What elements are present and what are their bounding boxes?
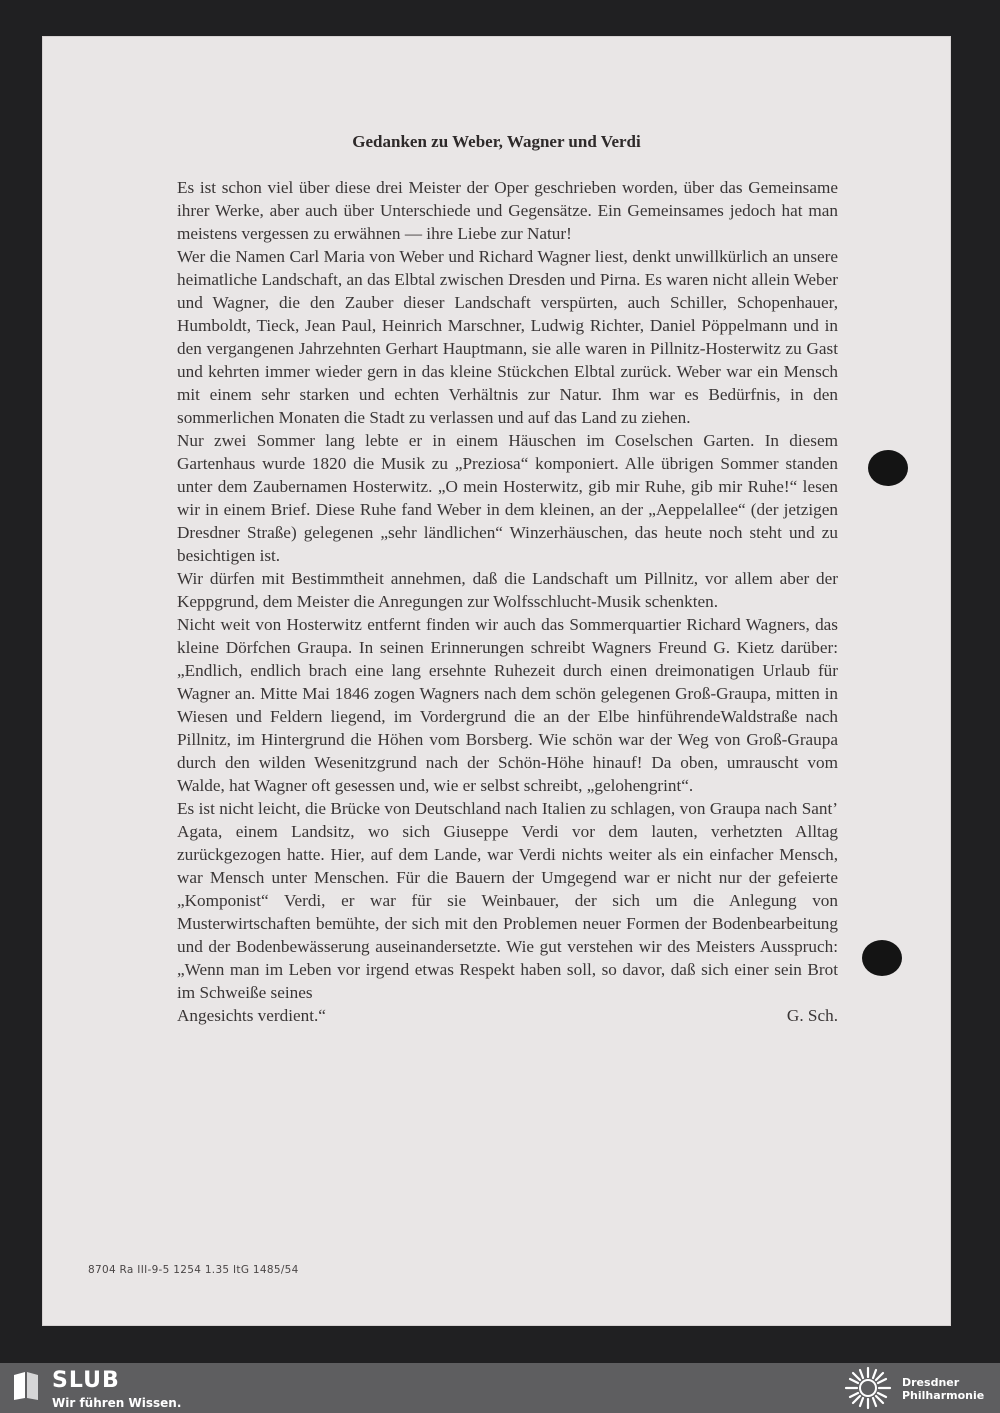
paragraph: Wer die Namen Carl Maria von Weber und Richard Wagner liest, denkt unwillkürlich an unsere heimatliche Landschaft, an das Elbtal zwischen Dresden und Pirna. Es waren nicht allein Weber und Wagner, die den Zauber dieser Landschaft verspürten, auch Schiller, Schopenhauer, Humboldt, Tieck, Jean Paul, Heinrich Marschner, Ludwig Richter, Daniel Pöppelmann und in den vergangenen Jahrzehnten Gerhart Hauptmann, sie alle waren in Pillnitz-Hosterwitz zu Gast und kehrten immer wieder gern in das kleine Stückchen Elbtal zurück. Weber war ein Mensch mit einem sehr starken und echten Verhältnis zur Natur. Ihm war es Bedürfnis, in den sommerlichen Monaten die Stadt zu verlassen und auf das Land zu ziehen. (177, 247, 838, 427)
slub-name[interactable]: SLUB (52, 1368, 120, 1393)
document-page (42, 36, 951, 1326)
footer-bar (0, 1363, 1000, 1413)
signature: G. Sch. (786, 1006, 838, 1025)
page-title: Gedanken zu Weber, Wagner und Verdi (352, 132, 641, 151)
paragraph: Wir dürfen mit Bestimmtheit annehmen, daß die Landschaft um Pillnitz, vor allem aber der Keppgrund, dem Meister die Anregungen zur Wolfsschlucht-Musik schenkten. (177, 569, 838, 611)
slub-tagline: Wir führen Wissen. (52, 1396, 182, 1410)
philharmonie-name[interactable] (902, 1376, 984, 1402)
paragraph: Es ist schon viel über diese drei Meister der Oper geschrieben worden, über das Gemeinsame ihrer Werke, aber auch über Unterschiede und Gegensätze. Ein Gemeinsames jedoch hat man meistens vergessen zu erwähnen — ihre Liebe zur Natur! (177, 178, 838, 243)
printer-imprint: 8704 Ra III-9-5 1254 1.35 ItG 1485/54 (88, 1264, 299, 1276)
closing-text: Angesichts verdient.“ (177, 1006, 326, 1025)
article-body (177, 176, 838, 1027)
punch-hole-icon (862, 940, 902, 976)
slub-book-icon[interactable] (12, 1371, 40, 1401)
punch-hole-icon (868, 450, 908, 486)
closing-line (177, 1004, 838, 1027)
philharmonie-line1: Dresdner (902, 1376, 960, 1389)
paragraph: Es ist nicht leicht, die Brücke von Deutschland nach Italien zu schlagen, von Graupa nach Sant’ Agata, einem Landsitz, wo sich Giuseppe Verdi vor dem lauten, verhetzten Alltag zurückgezogen hatte. Hier, auf dem Lande, war Verdi nichts weiter als ein einfacher Mensch, war Mensch unter Menschen. Für die Bauern der Umgegend war er nicht nur der gefeierte „Komponist“ Verdi, er war für sie Weinbauer, der sich um die Anlegung von Musterwirtschaften bemühte, der sich mit den Problemen neuer Formen der Bodenbearbeitung und der Bodenbewässerung auseinandersetzte. Wie gut verstehen wir des Meisters Ausspruch: „Wenn man im Leben vor irgend etwas Respekt haben soll, so davor, daß sich einer sein Brot im Schweiße seines (177, 799, 838, 1002)
philharmonie-sunburst-icon[interactable] (842, 1366, 894, 1410)
philharmonie-line2: Philharmonie (902, 1389, 985, 1402)
paragraph: Nur zwei Sommer lang lebte er in einem Häuschen im Coselschen Garten. In diesem Gartenhaus wurde 1820 die Musik zu „Preziosa“ komponiert. Alle übrigen Sommer standen unter dem Zaubernamen Hosterwitz. „O mein Hosterwitz, gib mir Ruhe, gib mir Ruhe!“ lesen wir in einem Brief. Diese Ruhe fand Weber in dem kleinen, an der „Aeppelallee“ (der jetzigen Dresdner Straße) gelegenen „sehr ländlichen“ Winzerhäuschen, das heute noch steht und zu besichtigen ist. (177, 431, 838, 565)
paragraph: Nicht weit von Hosterwitz entfernt finden wir auch das Sommerquartier Richard Wagners, das kleine Dörfchen Graupa. In seinen Erinnerungen schreibt Wagners Freund G. Kietz darüber: „Endlich, endlich brach eine lang ersehnte Ruhezeit durch einen dreimonatigen Urlaub für Wagner an. Mitte Mai 1846 zogen Wagners nach dem schön gelegenen Groß-Graupa, mitten in Wiesen und Feldern liegend, im Vordergrund die an der Elbe hinführendeWaldstraße nach Pillnitz, im Hintergrund die Höhen vom Borsberg. Wie schön war der Weg von Groß-Graupa durch den wilden Wesenitzgrund nach der Schön-Höhe hinauf! Da oben, umrauscht vom Walde, hat Wagner oft gesessen und, wie er selbst schreibt, „gelohengrint“. (177, 615, 838, 795)
